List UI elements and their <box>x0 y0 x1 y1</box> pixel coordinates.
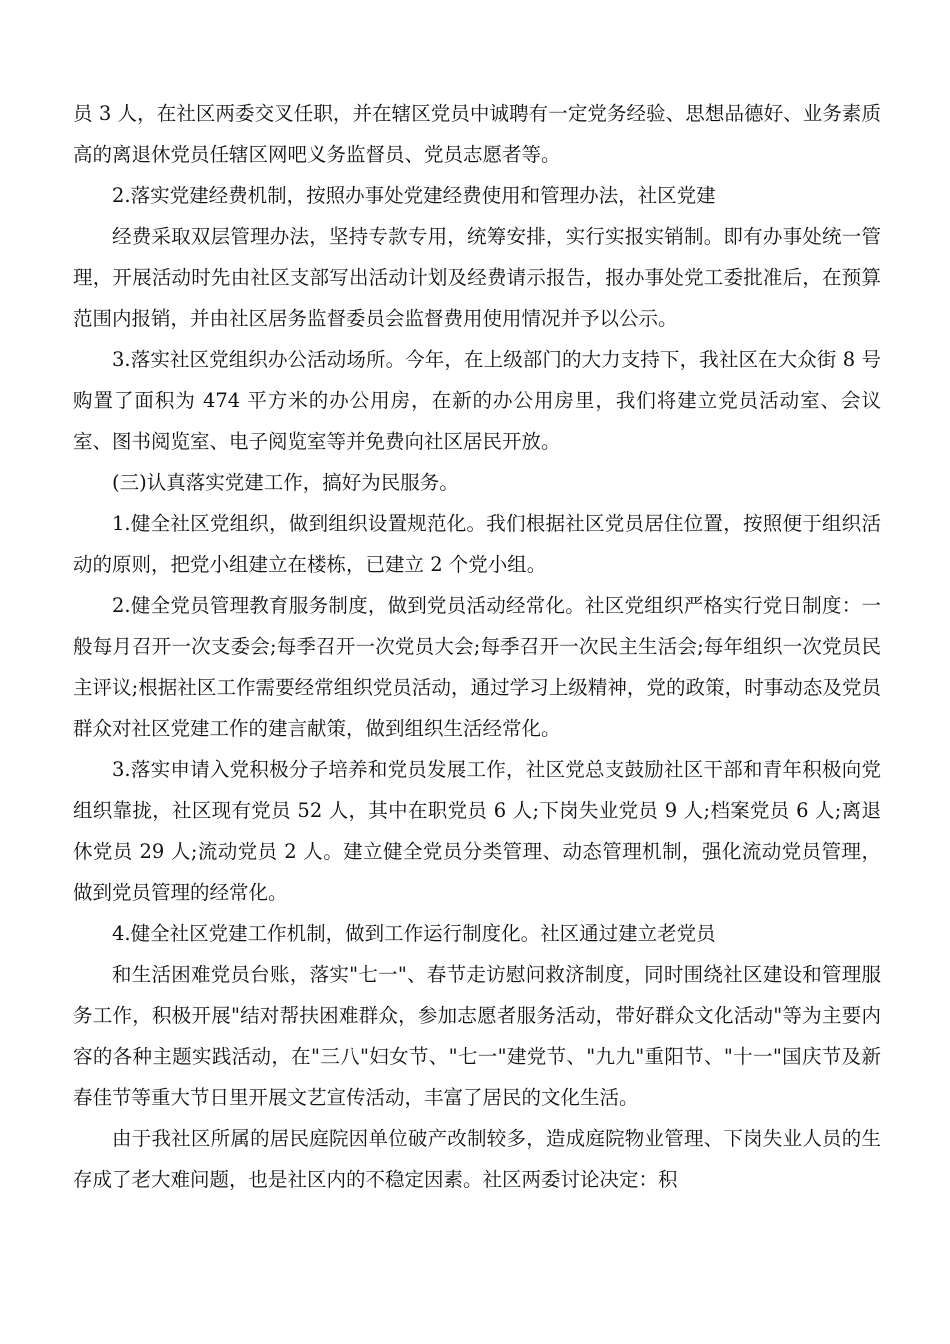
paragraph-item-2-education: 2.健全党员管理教育服务制度，做到党员活动经常化。社区党组织严格实行党日制度：一般每月召开一次支委会;每季召开一次党员大会;每季召开一次民主生活会;每年组织一次党员民主评议;根据社区工作需要经常组织党员活动，通过学习上级精神，党的政策，时事动态及党员群众对社区党建工作的建言献策，做到组织生活经常化。 <box>73 594 881 740</box>
document-body <box>73 93 881 1200</box>
paragraph-item-4-mechanism: 4.健全社区党建工作机制，做到工作运行制度化。社区通过建立老党员 <box>112 922 716 945</box>
paragraph-item-2-funding: 2.落实党建经费机制，按照办事处党建经费使用和管理办法，社区党建 <box>112 184 716 207</box>
section-heading-3: (三)认真落实党建工作，搞好为民服务。 <box>112 471 459 494</box>
paragraph-activities: 和生活困难党员台账，落实"七一"、春节走访慰问救济制度，同时围绕社区建设和管理服务工作，积极开展"结对帮扶困难群众，参加志愿者服务活动，带好群众文化活动"等为主要内容的各种主题实践活动，在"三八"妇女节、"七一"建党节、"九九"重阳节、"十一"国庆节及新春佳节等重大节日里开展文艺宣传活动，丰富了居民的文化生活。 <box>73 963 881 1109</box>
paragraph-item-1-organization: 1.健全社区党组织，做到组织设置规范化。我们根据社区党员居住位置，按照便于组织活动的原则，把党小组建立在楼栋，已建立 2 个党小组。 <box>73 512 881 576</box>
paragraph-item-3-development: 3.落实申请入党积极分子培养和党员发展工作，社区党总支鼓励社区干部和青年积极向党组织靠拢，社区现有党员 52 人，其中在职党员 6 人;下岗失业党员 9 人;档案党员 6 人;离退休党员 29 人;流动党员 2 人。建立健全党员分类管理、动态管理机制，强化流动党员管理，做到党员管理的经常化。 <box>73 758 881 904</box>
paragraph-courtyard-issues: 由于我社区所属的居民庭院因单位破产改制较多，造成庭院物业管理、下岗失业人员的生存成了老大难问题，也是社区内的不稳定因素。社区两委讨论决定：积 <box>73 1127 881 1191</box>
paragraph-item-3-office-space: 3.落实社区党组织办公活动场所。今年，在上级部门的大力支持下，我社区在大众街 8 号购置了面积为 474 平方米的办公用房，在新的办公用房里，我们将建立党员活动室、会议室、图书阅览室、电子阅览室等并免费向社区居民开放。 <box>73 348 881 453</box>
paragraph-continued-staffing: 员 3 人，在社区两委交叉任职，并在辖区党员中诚聘有一定党务经验、思想品德好、业务素质高的离退休党员任辖区网吧义务监督员、党员志愿者等。 <box>73 102 881 166</box>
paragraph-funding-management: 经费采取双层管理办法，坚持专款专用，统筹安排，实行实报实销制。即有办事处统一管理，开展活动时先由社区支部写出活动计划及经费请示报告，报办事处党工委批准后，在预算范围内报销，并由社区居务监督委员会监督费用使用情况并予以公示。 <box>73 225 881 330</box>
